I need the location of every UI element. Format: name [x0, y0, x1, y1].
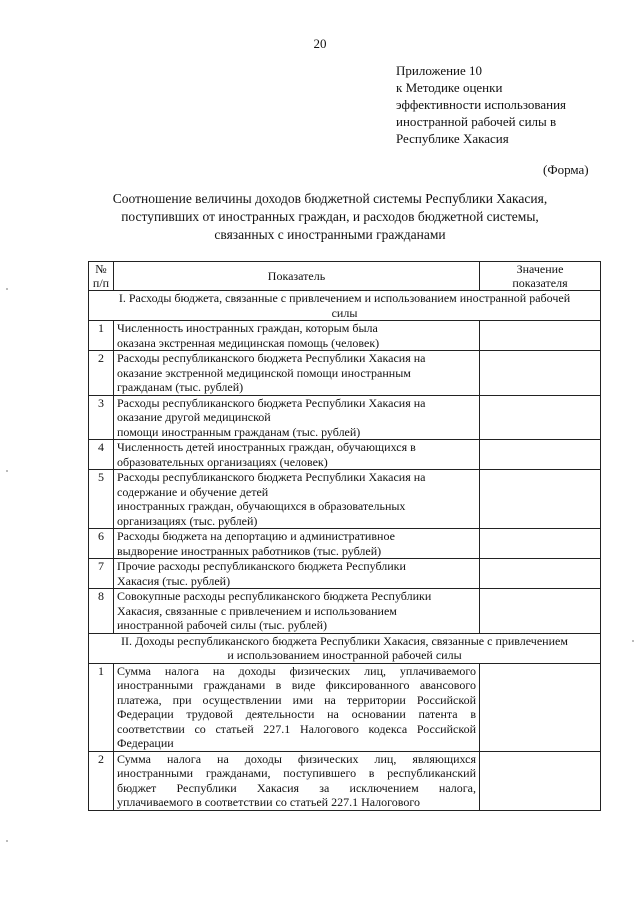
row-indicator — [114, 529, 480, 559]
indicator-line: Сумма налога на доходы физических лиц, уплачиваемого — [117, 663, 476, 678]
section-header-row — [89, 633, 601, 663]
indicator-line: Федерации — [117, 736, 174, 750]
row-indicator — [114, 663, 480, 751]
row-number: 1 — [89, 663, 114, 751]
scan-artifact — [632, 640, 634, 642]
row-value-cell[interactable] — [480, 751, 601, 810]
indicator-line: Численность иностранных граждан, которым была — [117, 321, 378, 335]
indicator-line: образовательных организациях (человек) — [117, 454, 328, 469]
row-indicator — [114, 559, 480, 589]
indicator-line: Прочие расходы республиканского бюджета Республики — [117, 559, 406, 573]
appendix-line: к Методике оценки — [396, 80, 503, 95]
row-number: 4 — [89, 440, 114, 470]
row-number: 5 — [89, 470, 114, 529]
indicator-line: Расходы республиканского бюджета Республики Хакасия на — [117, 395, 426, 410]
indicator-line: Хакасия (тыс. рублей) — [117, 573, 231, 588]
indicator-line: Расходы республиканского бюджета Республики Хакасия на — [117, 470, 426, 484]
header-number-line: № — [95, 262, 107, 276]
row-indicator — [114, 440, 480, 470]
indicator-line: оказана экстренная медицинская помощь (человек) — [117, 335, 380, 350]
row-indicator — [114, 321, 480, 351]
indicator-line: Хакасия, связанные с привлечением и использованием — [117, 603, 397, 618]
row-number: 3 — [89, 395, 114, 440]
indicator-line: помощи иностранным гражданам (тыс. рублей) — [117, 424, 361, 439]
table-row — [89, 559, 601, 589]
header-number — [89, 262, 114, 291]
indicator-line: бюджет Республики Хакасия за исключением налога, — [117, 780, 476, 795]
row-indicator — [114, 470, 480, 529]
row-number: 2 — [89, 751, 114, 810]
row-value-cell[interactable] — [480, 395, 601, 440]
indicator-line: Расходы республиканского бюджета Республики Хакасия на — [117, 351, 426, 365]
section-title — [89, 633, 601, 663]
header-value-line: Значение — [516, 262, 564, 276]
row-value-cell[interactable] — [480, 589, 601, 634]
row-number: 1 — [89, 321, 114, 351]
indicator-line: платежа, при осуществлении ими на территории Российской — [117, 692, 476, 707]
section-header-row — [89, 291, 601, 321]
indicator-line: организациях (тыс. рублей) — [117, 513, 258, 528]
table-row — [89, 751, 601, 810]
indicator-line: оказание другой медицинской — [117, 410, 271, 424]
row-number: 7 — [89, 559, 114, 589]
table-row — [89, 589, 601, 634]
header-value-line: показателя — [512, 276, 568, 290]
table-header-row — [89, 262, 601, 291]
section-title-line: и использованием иностранной рабочей силы — [227, 648, 462, 662]
row-value-cell[interactable] — [480, 321, 601, 351]
section-title-line: I. Расходы бюджета, связанные с привлечением и использованием иностранной рабочей — [118, 291, 571, 305]
indicator-line: Совокупные расходы республиканского бюджета Республики — [117, 589, 432, 603]
appendix-line: эффективности использования — [396, 97, 567, 112]
indicator-line: Численность детей иностранных граждан, обучающихся в — [117, 440, 416, 454]
appendix-block — [396, 62, 632, 147]
appendix-line: иностранной рабочей силы в — [396, 114, 557, 129]
indicator-line: иностранными гражданами в виде фиксированного авансового — [117, 678, 476, 692]
document-title — [60, 190, 600, 244]
table-row — [89, 321, 601, 351]
appendix-line: Приложение 10 — [396, 63, 483, 78]
header-indicator: Показатель — [114, 262, 480, 291]
indicator-line: Расходы бюджета на депортацию и административное — [117, 529, 395, 543]
row-number: 2 — [89, 351, 114, 396]
indicator-line: гражданам (тыс. рублей) — [117, 380, 244, 394]
page-number: 20 — [313, 36, 327, 51]
indicator-line: иностранной рабочей силы (тыс. рублей) — [117, 618, 328, 632]
section-title-line: силы — [331, 305, 358, 320]
header-number-line: п/п — [92, 276, 110, 290]
row-indicator — [114, 351, 480, 396]
section-title — [89, 291, 601, 321]
row-value-cell[interactable] — [480, 470, 601, 529]
section-title-line: II. Доходы республиканского бюджета Республики Хакасия, связанные с привлечением — [121, 633, 568, 648]
indicator-line: выдворение иностранных работников (тыс. рублей) — [117, 543, 382, 558]
table-row — [89, 440, 601, 470]
row-indicator — [114, 589, 480, 634]
table-row — [89, 395, 601, 440]
table-row — [89, 351, 601, 396]
indicators-table — [88, 261, 601, 811]
row-value-cell[interactable] — [480, 529, 601, 559]
indicator-line: содержание и обучение детей — [117, 484, 269, 499]
row-value-cell[interactable] — [480, 440, 601, 470]
scan-artifact — [6, 288, 8, 290]
title-line: поступивших от иностранных граждан, и расходов бюджетной системы, — [121, 209, 539, 224]
indicator-line: уплачиваемого в соответствии со статьей 227.1 Налогового — [117, 795, 420, 809]
title-line: Соотношение величины доходов бюджетной системы Республики Хакасия, — [112, 191, 548, 206]
row-number: 6 — [89, 529, 114, 559]
table-body — [89, 291, 601, 811]
indicator-line: соответствии со статьей 227.1 Налогового кодекса Российской — [117, 721, 476, 736]
row-indicator — [114, 395, 480, 440]
title-line: связанных с иностранными гражданами — [214, 227, 446, 242]
row-number: 8 — [89, 589, 114, 634]
indicator-line: оказание экстренной медицинской помощи иностранным — [117, 365, 411, 380]
indicator-line: иностранных граждан, обучающихся в образовательных — [117, 499, 406, 513]
header-value — [480, 262, 601, 291]
row-value-cell[interactable] — [480, 559, 601, 589]
row-indicator — [114, 751, 480, 810]
scan-artifact — [6, 840, 8, 842]
row-value-cell[interactable] — [480, 351, 601, 396]
indicator-line: иностранными гражданами, поступившего в республиканский — [117, 766, 476, 780]
indicator-line: Федерации трудовой деятельности на основании патента в — [117, 707, 476, 721]
appendix-line: Республике Хакасия — [396, 131, 509, 146]
table-row — [89, 663, 601, 751]
table-row — [89, 529, 601, 559]
scan-artifact — [6, 470, 8, 472]
form-label: (Форма) — [543, 162, 589, 177]
indicator-line: Сумма налога на доходы физических лиц, являющихся — [117, 751, 476, 766]
table-row — [89, 470, 601, 529]
row-value-cell[interactable] — [480, 663, 601, 751]
